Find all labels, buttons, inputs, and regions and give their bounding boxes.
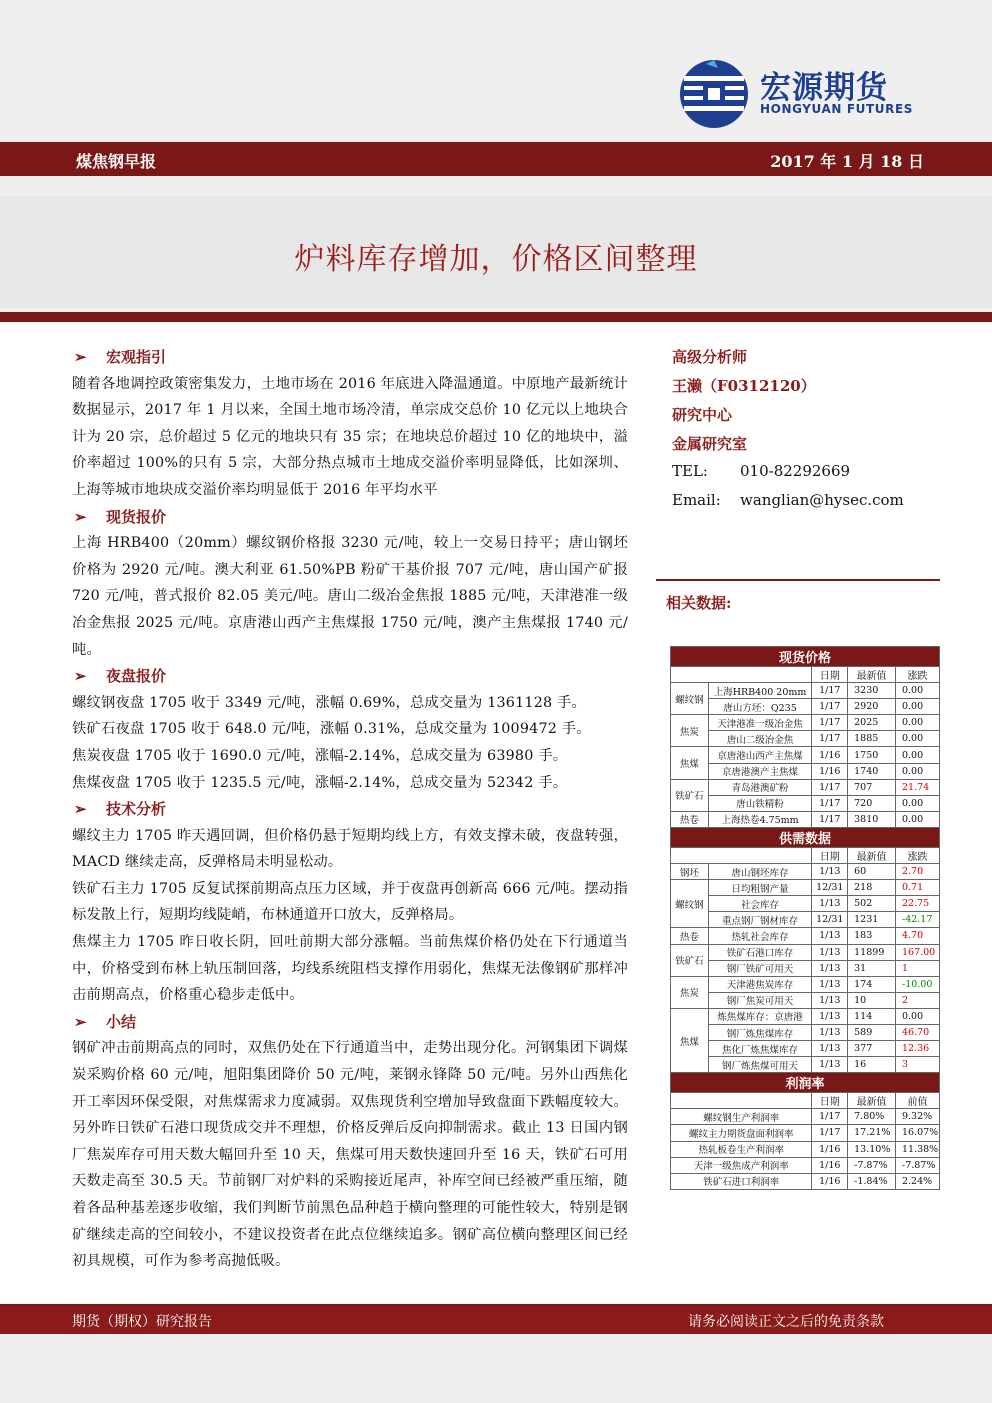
item-name: 日均粗钢产量 <box>708 880 812 896</box>
date-cell: 1/17 <box>812 699 848 715</box>
table-row <box>671 880 940 896</box>
table-row <box>671 896 940 912</box>
item-name: 钢厂焦炭可用天 <box>708 992 812 1008</box>
table-row <box>671 1109 940 1125</box>
column-label: 前值 <box>895 1093 939 1109</box>
report-header-bar <box>0 142 992 176</box>
report-title: 炉料库存增加，价格区间整理 <box>294 242 698 277</box>
change-cell: 167.00 <box>895 944 939 960</box>
change-cell: 1 <box>895 960 939 976</box>
item-name: 铁矿石进口利润率 <box>671 1173 812 1189</box>
table-column-header <box>671 847 940 863</box>
item-name: 重点钢厂钢材库存 <box>708 912 812 928</box>
value-cell: 3230 <box>848 683 896 699</box>
previous-value-cell: 11.38% <box>895 1141 939 1157</box>
value-cell: 174 <box>848 976 896 992</box>
item-name: 钢厂炼焦煤可用天 <box>708 1057 812 1073</box>
date-cell: 1/16 <box>812 763 848 779</box>
category-cell: 焦炭 <box>671 715 709 747</box>
date-cell: 12/31 <box>812 880 848 896</box>
change-cell: 22.75 <box>895 896 939 912</box>
item-name: 螺纹主力期货盘面利润率 <box>671 1125 812 1141</box>
change-cell: -42.17 <box>895 912 939 928</box>
table-section-header <box>671 1073 940 1093</box>
right-divider <box>656 579 940 581</box>
table-row <box>671 1008 940 1024</box>
value-cell: 720 <box>848 795 896 811</box>
item-name: 热轧板卷生产利润率 <box>671 1141 812 1157</box>
table-row <box>671 1057 940 1073</box>
date-cell: 1/13 <box>812 896 848 912</box>
category-cell: 焦煤 <box>671 1008 709 1072</box>
section-paragraph: 铁矿石主力 1705 反复试探前期高点压力区域，并于夜盘再创新高 666 元/吨。摆动指标发散上行，短期均线陡峭，布林通道开口放大，反弹格局。 <box>72 880 628 924</box>
section-paragraph: 钢矿冲击前期高点的同时，双焦仍处在下行通道当中，走势出现分化。河钢集团下调煤炭采购价格 60 元/吨，旭阳集团降价 50 元/吨，莱钢永锋降 50 元/吨。另外山西焦化开工率因环保受限，对焦煤需求力度减弱。双焦现货利空增加导致盘面下跌幅度较大。另外昨日铁矿石港口现货成交并不理想，价格反弹后反向抑制需求。截止 13 日国内钢厂焦炭库存可用天数大幅回升至 10 天，焦煤可用天数快速回升至 16 天，铁矿石可用天数走高至 30.5 天。节前钢厂对炉料的采购接近尾声，补库空间已经被严重压缩，随着各品种基差逐步收缩，我们判断节前黑色品种趋于横向整理的可能性较大，特别是钢矿继续走高的空间较小，不建议投资者在此点位继续追多。钢矿高位横向整理区间已经初具规模，可作为参考高抛低吸。 <box>72 1040 628 1270</box>
change-cell: 21.74 <box>895 779 939 795</box>
section-heading <box>72 344 628 371</box>
value-cell: 11899 <box>848 944 896 960</box>
table-column-header <box>671 1093 940 1109</box>
date-cell: 1/13 <box>812 992 848 1008</box>
date-cell: 1/13 <box>812 864 848 880</box>
category-cell: 铁矿石 <box>671 944 709 976</box>
table-section-header <box>671 647 940 667</box>
date-cell: 1/13 <box>812 1057 848 1073</box>
section-heading <box>72 796 628 823</box>
main-text-column <box>72 344 628 1275</box>
value-cell: 13.10% <box>848 1141 896 1157</box>
previous-value-cell: 2.24% <box>895 1173 939 1189</box>
tel-value: 010-82292669 <box>740 462 851 480</box>
item-name: 京唐港山西产主焦煤 <box>708 747 812 763</box>
value-cell: 1231 <box>848 912 896 928</box>
change-cell: 0.00 <box>895 715 939 731</box>
table-row <box>671 699 940 715</box>
value-cell: 502 <box>848 896 896 912</box>
chevron-right-icon: ➢ <box>74 667 87 686</box>
change-cell: 2.70 <box>895 864 939 880</box>
section-title: 现货报价 <box>106 507 167 526</box>
category-cell: 焦炭 <box>671 976 709 1008</box>
change-cell: 0.00 <box>895 795 939 811</box>
date-cell: 1/16 <box>812 1173 848 1189</box>
table-row <box>671 1173 940 1189</box>
section-title: 夜盘报价 <box>106 667 167 686</box>
column-label: 日期 <box>812 847 848 863</box>
table-row <box>671 992 940 1008</box>
table-row <box>671 976 940 992</box>
value-cell: 31 <box>848 960 896 976</box>
value-cell: 183 <box>848 928 896 944</box>
item-name: 钢厂铁矿可用天 <box>708 960 812 976</box>
table-section-title: 现货价格 <box>671 647 940 667</box>
category-cell: 螺纹钢 <box>671 683 709 715</box>
date-cell: 1/13 <box>812 1041 848 1057</box>
date-cell: 1/17 <box>812 1125 848 1141</box>
date-cell: 1/17 <box>812 683 848 699</box>
blank-cell <box>671 1093 812 1109</box>
table-row <box>671 683 940 699</box>
table-row <box>671 1141 940 1157</box>
logo-chinese: 宏源期货 <box>760 70 888 106</box>
table-row <box>671 1041 940 1057</box>
section-paragraph: 随着各地调控政策密集发力，土地市场在 2016 年底进入降温通道。中原地产最新统计数据显示，2017 年 1 月以来，全国土地市场冷清，单宗成交总价 10 亿元以上地块合计为 20 宗，总价超过 5 亿元的地块只有 35 宗；在地块总价超过 10 亿的地块中，溢价率超过 100%的只有 5 宗，大部分热点城市土地成交溢价率明显降低，比如深圳、上海等城市地块成交溢价率均明显低于 2016 年平均水平 <box>72 375 628 498</box>
chevron-right-icon: ➢ <box>74 800 87 819</box>
section-title: 宏观指引 <box>106 348 167 366</box>
logo-english: HONGYUAN FUTURES <box>760 102 913 116</box>
change-cell: 0.00 <box>895 811 939 827</box>
hongyuan-logo <box>678 58 928 128</box>
section-paragraph: 螺纹钢夜盘 1705 收于 3349 元/吨，涨幅 0.69%，总成交量为 1361128 手。 <box>72 694 587 711</box>
tel-label: TEL: <box>672 462 708 480</box>
column-label: 最新值 <box>848 667 896 683</box>
date-cell: 1/13 <box>812 1024 848 1040</box>
table-section-title: 供需数据 <box>671 827 940 847</box>
previous-value-cell: 16.07% <box>895 1125 939 1141</box>
previous-value-cell: 9.32% <box>895 1109 939 1125</box>
value-cell: 1885 <box>848 731 896 747</box>
change-cell: 0.00 <box>895 1008 939 1024</box>
analyst-tel <box>672 462 942 491</box>
related-data-label: 相关数据: <box>666 594 732 612</box>
section-heading <box>72 1009 628 1036</box>
analyst-info <box>672 346 942 520</box>
change-cell: 0.00 <box>895 683 939 699</box>
change-cell: 0.00 <box>895 731 939 747</box>
hongyuan-emblem-icon <box>678 58 750 130</box>
table-section-title: 利润率 <box>671 1073 940 1093</box>
item-name: 炼焦煤库存：京唐港 <box>708 1008 812 1024</box>
section-heading <box>72 663 628 690</box>
item-name: 焦化厂炼焦煤库存 <box>708 1041 812 1057</box>
value-cell: 377 <box>848 1041 896 1057</box>
change-cell: 3 <box>895 1057 939 1073</box>
section-title: 技术分析 <box>106 800 167 819</box>
category-cell: 热卷 <box>671 928 709 944</box>
email-label: Email: <box>672 491 721 509</box>
value-cell: 17.21% <box>848 1125 896 1141</box>
chevron-right-icon: ➢ <box>74 1012 87 1031</box>
table-row <box>671 779 940 795</box>
footer-left: 期货（期权）研究报告 <box>72 1314 212 1330</box>
table-row <box>671 795 940 811</box>
value-cell: 1750 <box>848 747 896 763</box>
table-row <box>671 715 940 731</box>
report-name: 煤焦钢早报 <box>76 152 157 171</box>
category-cell: 热卷 <box>671 811 709 827</box>
item-name: 螺纹钢生产利润率 <box>671 1109 812 1125</box>
table-row <box>671 747 940 763</box>
date-cell: 1/16 <box>812 1141 848 1157</box>
value-cell: 1740 <box>848 763 896 779</box>
analyst-office: 金属研究室 <box>672 435 748 453</box>
value-cell: 60 <box>848 864 896 880</box>
value-cell: 707 <box>848 779 896 795</box>
title-divider-bar <box>0 312 992 322</box>
item-name: 唐山铁精粉 <box>708 795 812 811</box>
date-cell: 1/13 <box>812 976 848 992</box>
chevron-right-icon: ➢ <box>74 348 87 366</box>
table-column-header <box>671 667 940 683</box>
analyst-name: 王濑（F0312120） <box>672 377 816 395</box>
table-row <box>671 1024 940 1040</box>
date-cell: 1/16 <box>812 1157 848 1173</box>
table-row <box>671 944 940 960</box>
section-paragraph: 焦煤夜盘 1705 收于 1235.5 元/吨，涨幅-2.14%，总成交量为 52342 手。 <box>72 774 568 791</box>
column-label: 最新值 <box>848 1093 896 1109</box>
analyst-title: 高级分析师 <box>672 348 748 366</box>
value-cell: 589 <box>848 1024 896 1040</box>
section-paragraph: 上海 HRB400（20mm）螺纹钢价格报 3230 元/吨，较上一交易日持平；唐山钢坯价格为 2920 元/吨。澳大利亚 61.50%PB 粉矿干基价报 707 元/吨，唐山国产矿报 720 元/吨，普式报价 82.05 美元/吨。唐山二级冶金焦报 1885 元/吨，天津港准一级冶金焦报 2025 元/吨。京唐港山西产主焦煤报 1750 元/吨，澳产主焦煤报 1740 元/吨。 <box>72 535 628 658</box>
date-cell: 1/13 <box>812 944 848 960</box>
item-name: 唐山钢坯库存 <box>708 864 812 880</box>
item-name: 社会库存 <box>708 896 812 912</box>
change-cell: 46.70 <box>895 1024 939 1040</box>
report-date: 2017 年 1 月 18 日 <box>770 152 924 171</box>
date-cell: 1/17 <box>812 779 848 795</box>
blank-cell <box>671 847 812 863</box>
market-data-table <box>670 646 940 1190</box>
item-name: 唐山二级冶金焦 <box>708 731 812 747</box>
date-cell: 1/17 <box>812 1109 848 1125</box>
change-cell: 0.00 <box>895 763 939 779</box>
column-label: 日期 <box>812 1093 848 1109</box>
analyst-email <box>672 491 942 520</box>
item-name: 铁矿石港口库存 <box>708 944 812 960</box>
table-row <box>671 864 940 880</box>
change-cell: 12.36 <box>895 1041 939 1057</box>
previous-value-cell: -7.87% <box>895 1157 939 1173</box>
section-paragraph: 铁矿石夜盘 1705 收于 648.0 元/吨，涨幅 0.31%，总成交量为 1009472 手。 <box>72 721 591 738</box>
value-cell: 7.80% <box>848 1109 896 1125</box>
footer-bar <box>0 1306 992 1334</box>
table-row <box>671 912 940 928</box>
value-cell: -7.87% <box>848 1157 896 1173</box>
value-cell: 114 <box>848 1008 896 1024</box>
value-cell: 3810 <box>848 811 896 827</box>
section-title: 小结 <box>106 1012 137 1031</box>
date-cell: 1/17 <box>812 811 848 827</box>
item-name: 天津港准一级冶金焦 <box>708 715 812 731</box>
item-name: 钢厂炼焦煤库存 <box>708 1024 812 1040</box>
chevron-right-icon: ➢ <box>74 507 87 526</box>
change-cell: 2 <box>895 992 939 1008</box>
email-value[interactable]: wanglian@hysec.com <box>740 491 904 509</box>
change-cell: -10.00 <box>895 976 939 992</box>
table-row <box>671 811 940 827</box>
column-label: 日期 <box>812 667 848 683</box>
value-cell: -1.84% <box>848 1173 896 1189</box>
table-row <box>671 1125 940 1141</box>
item-name: 唐山方坯：Q235 <box>708 699 812 715</box>
table-row <box>671 763 940 779</box>
category-cell: 螺纹钢 <box>671 880 709 928</box>
table-row <box>671 1157 940 1173</box>
section-paragraph: 焦煤主力 1705 昨日收长阴，回吐前期大部分涨幅。当前焦煤价格仍处在下行通道当中，价格受到布林上轨压制回落，均线系统阻档支撑作用弱化，焦煤无法像钢矿那样冲击前期高点，价格重心稳步走低中。 <box>72 934 628 1004</box>
section-paragraph: 焦炭夜盘 1705 收于 1690.0 元/吨，涨幅-2.14%，总成交量为 63980 手。 <box>72 747 568 764</box>
change-cell: 0.00 <box>895 747 939 763</box>
item-name: 京唐港澳产主焦煤 <box>708 763 812 779</box>
date-cell: 12/31 <box>812 912 848 928</box>
analyst-dept: 研究中心 <box>672 406 733 424</box>
date-cell: 1/13 <box>812 1008 848 1024</box>
date-cell: 1/16 <box>812 747 848 763</box>
item-name: 上海热卷4.75mm <box>708 811 812 827</box>
item-name: 青岛港澳矿粉 <box>708 779 812 795</box>
category-cell: 铁矿石 <box>671 779 709 811</box>
category-cell: 焦煤 <box>671 747 709 779</box>
table-row <box>671 928 940 944</box>
table-row <box>671 960 940 976</box>
value-cell: 2920 <box>848 699 896 715</box>
footer-disclaimer: 请务必阅读正文之后的免责条款 <box>688 1314 884 1330</box>
change-cell: 0.00 <box>895 699 939 715</box>
change-cell: 0.71 <box>895 880 939 896</box>
value-cell: 218 <box>848 880 896 896</box>
item-name: 热轧社会库存 <box>708 928 812 944</box>
item-name: 天津一级焦成产利润率 <box>671 1157 812 1173</box>
value-cell: 16 <box>848 1057 896 1073</box>
table-row <box>671 731 940 747</box>
date-cell: 1/13 <box>812 928 848 944</box>
blank-cell <box>671 667 812 683</box>
value-cell: 10 <box>848 992 896 1008</box>
date-cell: 1/17 <box>812 715 848 731</box>
date-cell: 1/17 <box>812 795 848 811</box>
item-name: 上海HRB400 20mm <box>708 683 812 699</box>
section-paragraph: 螺纹主力 1705 昨天遇回调，但价格仍悬于短期均线上方，有效支撑未破，夜盘转强，MACD 继续走高，反弹格局未明显松动。 <box>72 827 628 871</box>
category-cell: 钢坯 <box>671 864 709 880</box>
column-label: 最新值 <box>848 847 896 863</box>
change-cell: 4.70 <box>895 928 939 944</box>
column-label: 涨跌 <box>895 847 939 863</box>
table-section-header <box>671 827 940 847</box>
value-cell: 2025 <box>848 715 896 731</box>
column-label: 涨跌 <box>895 667 939 683</box>
date-cell: 1/17 <box>812 731 848 747</box>
date-cell: 1/13 <box>812 960 848 976</box>
item-name: 天津港焦炭库存 <box>708 976 812 992</box>
section-heading <box>72 504 628 531</box>
